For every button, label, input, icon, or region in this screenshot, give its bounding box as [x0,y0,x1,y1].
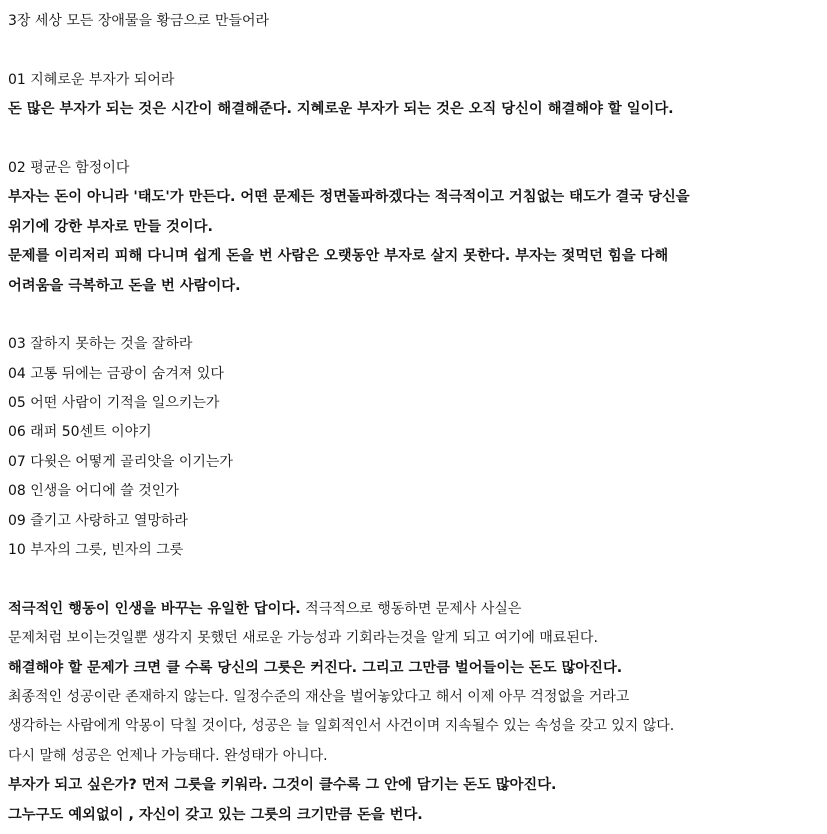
document-body [8,7,823,830]
section-body-02-line-4: 어려움을 극복하고 돈을 번 사람이다. [8,277,241,294]
section-body-02-line-3: 문제를 이리저리 피해 다니며 쉽게 돈을 번 사람은 오랫동안 부자로 살지 못한다. 부자는 젖먹던 힘을 다해 [8,248,669,265]
toc-item: 08 인생을 어디에 쓸 것인가 [8,483,179,500]
closing-bold-phrase: 적극적인 행동이 인생을 바꾸는 유일한 답이다. [8,600,301,617]
closing-paragraph-5: 생각하는 사람에게 악몽이 닥칠 것이다, 성공은 늘 일회적인서 사건이며 지속될수 있는 속성을 갖고 있지 않다. [8,718,675,735]
section-heading-01: 01 지혜로운 부자가 되어라 [8,71,175,88]
closing-paragraph-7: 부자가 되고 싶은가? 먼저 그릇을 키워라. 그것이 클수록 그 안에 담기는 돈도 많아진다. [8,777,557,794]
toc-item: 06 래퍼 50센트 이야기 [8,424,152,441]
closing-normal-phrase: 적극적으로 행동하면 문제사 사실은 [300,600,522,617]
spacer [8,125,823,154]
spacer [8,36,823,65]
toc-item: 05 어떤 사람이 기적을 일으키는가 [8,395,220,412]
spacer [8,301,823,330]
chapter-title: 3장 세상 모든 장애물을 황금으로 만들어라 [8,13,270,29]
closing-paragraph-2: 문제처럼 보이는것일뿐 생각지 못했던 새로운 가능성과 기회라는것을 알게 되고 여기에 매료된다. [8,630,598,647]
toc-item: 10 부자의 그릇, 빈자의 그릇 [8,542,184,559]
toc-item: 07 다윗은 어떻게 골리앗을 이기는가 [8,453,233,470]
closing-paragraph-8: 그누구도 예외없이 , 자신이 갖고 있는 그릇의 크기만큼 돈을 번다. [8,806,423,823]
toc-item: 04 고통 뒤에는 금광이 숨겨져 있다 [8,365,224,382]
toc-item: 03 잘하지 못하는 것을 잘하라 [8,336,193,353]
closing-paragraph-4: 최종적인 성공이란 존재하지 않는다. 일정수준의 재산을 벌어놓았다고 해서 이제 아무 걱정없을 거라고 [8,688,630,705]
closing-paragraph-3: 해결해야 할 문제가 크면 클 수록 당신의 그릇은 커진다. 그리고 그만큼 벌어들이는 돈도 많아진다. [8,659,623,676]
section-body-01: 돈 많은 부자가 되는 것은 시간이 해결해준다. 지혜로운 부자가 되는 것은 오직 당신이 해결해야 할 일이다. [8,101,674,118]
section-heading-02: 02 평균은 함정이다 [8,159,130,176]
toc-item: 09 즐기고 사랑하고 열망하라 [8,512,188,529]
closing-paragraph-6: 다시 말해 성공은 언제나 가능태다. 완성태가 아니다. [8,747,328,764]
spacer [8,565,823,594]
section-body-02-line-2: 위기에 강한 부자로 만들 것이다. [8,218,213,235]
closing-paragraph-1 [8,595,823,624]
section-body-02-line-1: 부자는 돈이 아니라 '태도'가 만든다. 어떤 문제든 정면돌파하겠다는 적극적이고 거침없는 태도가 결국 당신을 [8,189,690,206]
